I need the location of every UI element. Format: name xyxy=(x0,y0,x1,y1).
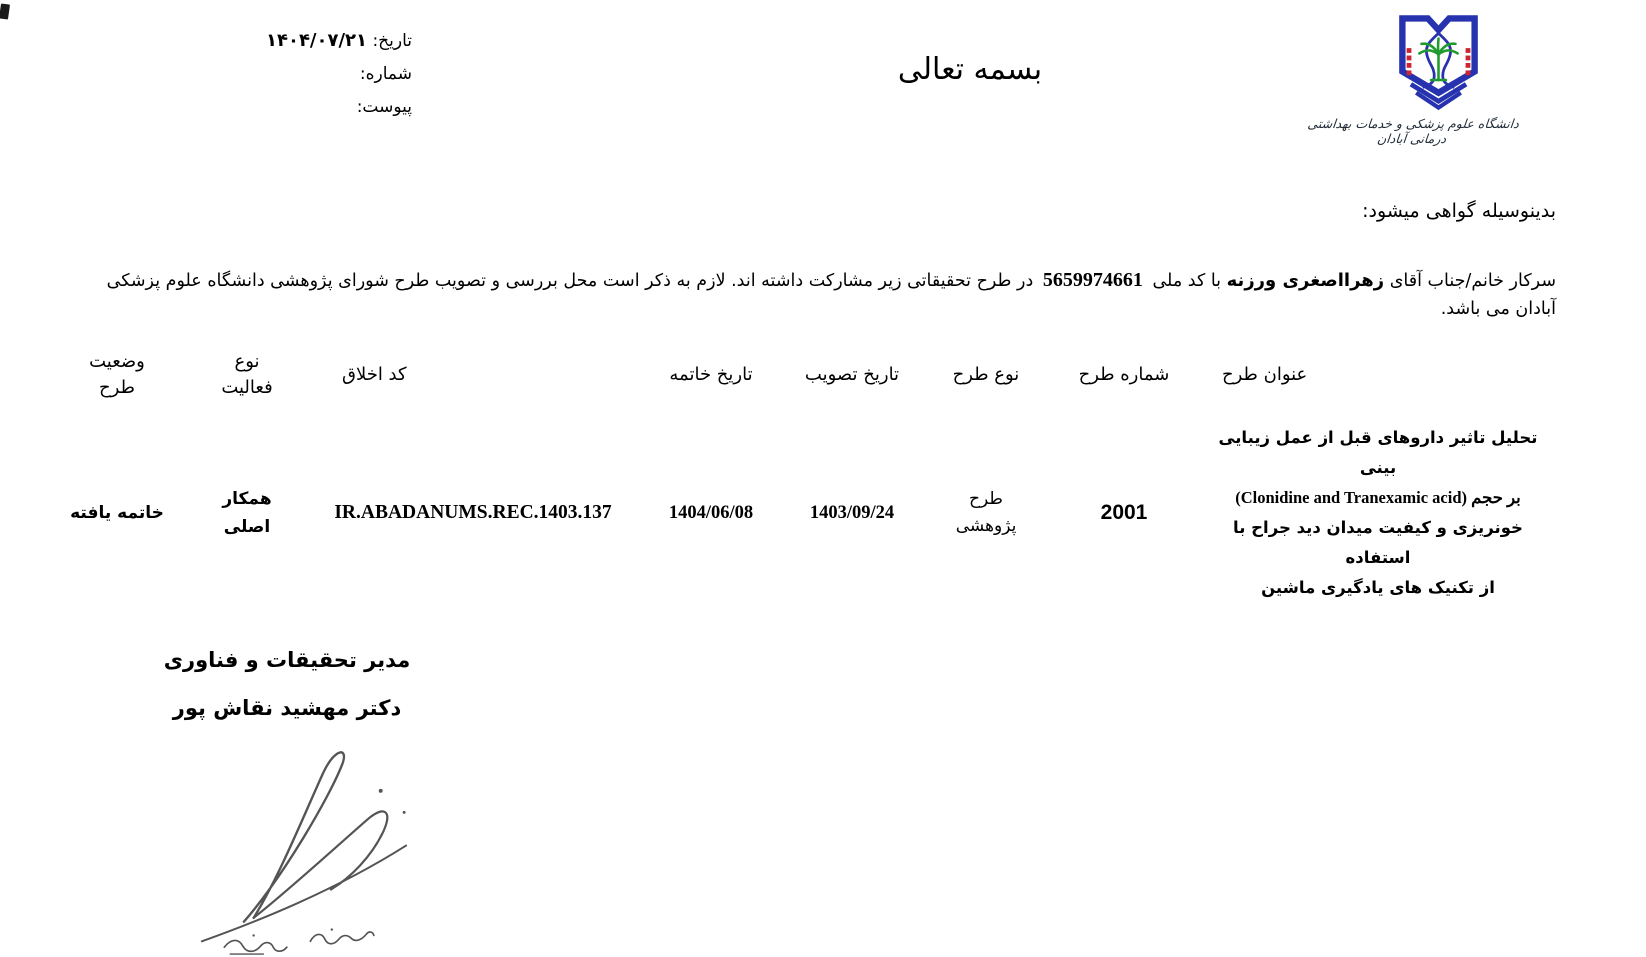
bismillah-title: بسمه تعالی xyxy=(897,52,1043,87)
header-approval-date: تاریخ تصویب xyxy=(804,364,900,385)
activity-line1: همکار xyxy=(222,489,272,509)
header-project-type: نوع طرح xyxy=(952,364,1020,385)
activity-line2: اصلی xyxy=(223,517,271,537)
signature-dot1 xyxy=(379,789,383,793)
header-project-title: عنوان طرح xyxy=(1222,364,1308,385)
project-title-line1: تحلیل تاثیر داروهای قبل از عمل زیبایی بینی xyxy=(1218,428,1538,477)
participant-name: زهرااصغری ورزنه xyxy=(1226,270,1385,291)
cell-project-number: 2001 xyxy=(1100,501,1148,524)
signature-handwriting-left xyxy=(224,940,287,951)
cell-ethics-code: IR.ABADANUMS.REC.1403.137 xyxy=(334,502,612,523)
header-status-line1: وضعیت xyxy=(89,351,145,372)
national-code: 5659974661 xyxy=(1042,269,1143,291)
attachment-row xyxy=(180,91,412,124)
signature-sweep-stroke xyxy=(202,846,406,942)
number-row xyxy=(180,58,412,91)
logo-palm-tree xyxy=(1419,39,1457,80)
signature-handwriting-right xyxy=(310,932,374,944)
header-activity-line2: فعالیت xyxy=(221,377,273,398)
number-label: شماره: xyxy=(359,64,412,84)
cell-project-type xyxy=(922,486,1050,540)
cell-end-date: 1404/06/08 xyxy=(668,502,754,523)
project-title-line3: خونریزی و کیفیت میدان دید جراح با استفاده xyxy=(1233,518,1523,567)
project-title-line4: از تکنیک های یادگیری ماشین xyxy=(1261,578,1495,597)
signature-loop-stroke xyxy=(244,752,344,921)
body-prefix: سرکار خانم/جناب آقای xyxy=(1389,271,1556,291)
logo-svg xyxy=(1385,12,1492,114)
cell-activity-type xyxy=(188,485,306,541)
project-title-line2: بر حجم (Clonidine and Tranexamic acid) xyxy=(1235,488,1521,507)
scan-artifact xyxy=(0,3,10,19)
university-logo-icon xyxy=(1385,12,1492,114)
date-label: تاریخ: xyxy=(372,31,412,51)
cell-project-status: خاتمه یافته xyxy=(70,503,164,523)
certify-intro: بدینوسیله گواهی میشود: xyxy=(1362,200,1556,222)
signature-curve-stroke xyxy=(254,811,388,917)
date-value: ۱۴۰۴/۰۷/۲۱ xyxy=(265,30,368,51)
attachment-label: پیوست: xyxy=(356,97,412,117)
body-mid: با کد ملی xyxy=(1152,271,1222,291)
signature-dot2 xyxy=(403,811,406,814)
project-type-line1: طرح xyxy=(969,489,1003,509)
certificate-body xyxy=(90,266,1556,323)
signature-diacritic1 xyxy=(252,934,254,936)
header-project-status xyxy=(46,345,188,405)
body-suffix: در طرح تحقیقاتی زیر مشارکت داشته اند. لازم به ذکر است محل بررسی و تصویب طرح شورای پژوهشی دانشگاه علوم پزشکی آبادان می باشد. xyxy=(106,271,1556,319)
letterhead-meta xyxy=(180,24,412,124)
date-row xyxy=(180,24,412,58)
project-type-line2: پژوهشی xyxy=(955,516,1017,536)
header-activity-line1: نوع xyxy=(234,351,260,372)
header-status-line2: طرح xyxy=(99,377,135,398)
table-row xyxy=(46,423,1558,603)
table-header-row xyxy=(46,345,1558,405)
signatory-name: دکتر مهشید نقاش پور xyxy=(172,696,402,720)
header-ethics-code: کد اخلاق xyxy=(342,364,407,385)
handwritten-signature xyxy=(185,740,420,955)
university-name: دانشگاه علوم پزشکی و خدمات بهداشتی درمانی آبادان xyxy=(1306,116,1520,146)
cell-project-title xyxy=(1198,423,1558,603)
projects-table xyxy=(46,345,1558,603)
signatory-title: مدیر تحقیقات و فناوری xyxy=(163,648,411,672)
cell-approval-date: 1403/09/24 xyxy=(809,502,895,523)
header-project-number: شماره طرح xyxy=(1078,364,1170,385)
header-end-date: تاریخ خاتمه xyxy=(669,364,753,385)
signature-diacritic2 xyxy=(331,928,333,930)
header-activity-type xyxy=(188,345,306,405)
